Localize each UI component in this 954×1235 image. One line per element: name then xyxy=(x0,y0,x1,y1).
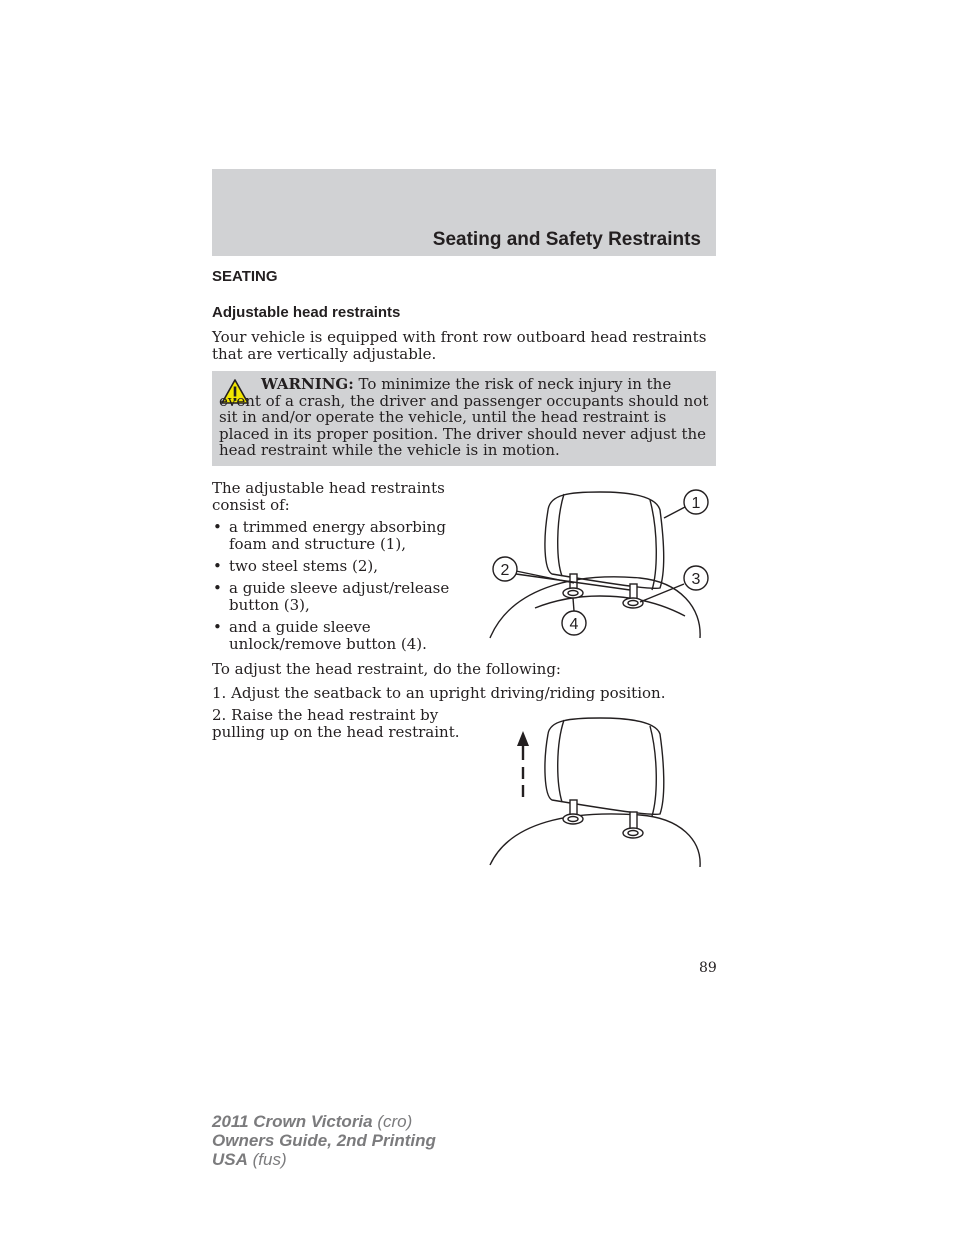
callout-1-label: 1 xyxy=(691,495,701,512)
list-item: • and a guide sleeve unlock/remove button (4). xyxy=(213,618,427,653)
list-item-text: a guide sleeve adjust/release button (3), xyxy=(229,579,450,614)
step-1: 1. Adjust the seatback to an upright driving/riding position. xyxy=(212,684,666,702)
document-footer xyxy=(212,1112,436,1169)
seatback-inner-line xyxy=(535,596,685,616)
footer-model: 2011 Crown Victoria xyxy=(212,1112,373,1131)
intro-paragraph: Your vehicle is equipped with front row outboard head restraints that are vertically adjustable. xyxy=(212,328,707,363)
page-number: 89 xyxy=(699,960,717,976)
raise-head-restraint-diagram xyxy=(480,712,720,872)
footer-market: USA xyxy=(212,1150,248,1169)
guide-sleeve-left xyxy=(563,588,583,598)
header-band xyxy=(212,169,716,256)
components-intro: The adjustable head restraints consist of: xyxy=(212,479,445,514)
footer-market-code: (fus) xyxy=(247,1150,287,1169)
subsection-heading: Adjustable head restraints xyxy=(212,304,401,321)
guide-sleeve-right xyxy=(623,828,643,838)
instructions-intro: To adjust the head restraint, do the following: xyxy=(212,660,561,678)
list-item-text: and a guide sleeve unlock/remove button (4). xyxy=(229,618,427,653)
warning-body: To minimize the risk of neck injury in the event of a crash, the driver and passenger occupants should not sit in and/or operate the vehicle, until the head restraint is placed in its proper position. The driver should never adjust the head restraint while the vehicle is in motion. xyxy=(219,375,709,459)
callout-2-label: 2 xyxy=(500,562,510,579)
list-item-text: two steel stems (2), xyxy=(229,557,379,575)
step-2: 2. Raise the head restraint by pulling up on the head restraint. xyxy=(212,706,460,741)
guide-sleeve-left xyxy=(563,814,583,824)
callout-3-label: 3 xyxy=(691,571,701,588)
seatback-outline xyxy=(490,577,700,638)
headrest-shape xyxy=(545,492,664,588)
section-heading: SEATING xyxy=(212,268,278,285)
callout-4-label: 4 xyxy=(569,616,579,633)
footer-model-code: (cro) xyxy=(372,1112,413,1131)
warning-text xyxy=(219,376,711,459)
seatback-outline xyxy=(490,814,700,867)
up-arrow-icon xyxy=(517,731,529,797)
headrest-shape xyxy=(545,718,664,814)
list-item-text: a trimmed energy absorbing foam and structure (1), xyxy=(229,518,446,553)
page-title: Seating and Safety Restraints xyxy=(432,229,701,250)
footer-edition: Owners Guide, 2nd Printing xyxy=(212,1131,436,1150)
head-restraint-components-diagram xyxy=(480,480,720,645)
list-item: • a guide sleeve adjust/release button (3), xyxy=(213,579,450,614)
guide-sleeve-right xyxy=(623,598,643,608)
components-list xyxy=(212,519,472,658)
warning-box xyxy=(212,371,716,466)
list-item: • a trimmed energy absorbing foam and structure (1), xyxy=(213,518,446,553)
warning-label: WARNING: xyxy=(261,375,354,393)
list-item: • two steel stems (2), xyxy=(213,557,379,575)
